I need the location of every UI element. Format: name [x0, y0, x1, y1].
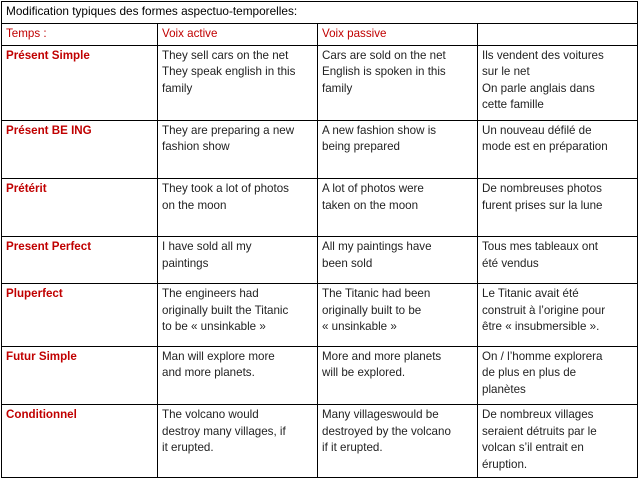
cell-line: fashion show [162, 140, 230, 154]
cell-line: A lot of photos were [322, 182, 424, 196]
tense-cell: Prétérit [2, 179, 158, 237]
active-voice-cell [158, 45, 318, 120]
cell-line: The Titanic had been [322, 287, 431, 301]
cell-line: Un nouveau défilé de [482, 123, 592, 137]
cell-line: The volcano would [162, 408, 259, 422]
cell-line: seraient détruits par le [482, 424, 597, 438]
cell-line: if it erupted. [322, 441, 383, 455]
tense-cell: Present Perfect [2, 237, 158, 284]
cell-line: destroyed by the volcano [322, 424, 451, 438]
active-voice-cell [158, 237, 318, 284]
table-row [2, 405, 638, 478]
cell-line: Cars are sold on the net [322, 48, 446, 62]
cell-line: to be « unsinkable » [162, 320, 266, 334]
french-cell [478, 237, 638, 284]
header-passive-voice: Voix passive [318, 23, 478, 45]
passive-voice-cell [318, 120, 478, 178]
french-cell [478, 284, 638, 346]
cell-line: De nombreux villages [482, 408, 594, 422]
french-cell [478, 45, 638, 120]
passive-voice-cell [318, 405, 478, 478]
cell-line: être « insubmersible ». [482, 320, 600, 334]
cell-line: originally built the Titanic [162, 303, 289, 317]
cell-line: On parle anglais dans [482, 81, 595, 95]
cell-line: it erupted. [162, 441, 214, 455]
cell-line: Man will explore more [162, 349, 275, 363]
cell-line: and more planets. [162, 366, 255, 380]
cell-line: originally built to be [322, 303, 422, 317]
cell-line: The engineers had [162, 287, 259, 301]
cell-line: éruption. [482, 457, 528, 471]
cell-line: Many villageswould be [322, 408, 439, 422]
cell-line: on the moon [162, 198, 227, 212]
cell-line: cette famille [482, 98, 544, 112]
cell-line: English is spoken in this [322, 65, 446, 79]
cell-line: de plus en plus de [482, 366, 577, 380]
active-voice-cell [158, 179, 318, 237]
header-french [478, 23, 638, 45]
cell-line: destroy many villages, if [162, 424, 286, 438]
table-row [2, 346, 638, 404]
cell-line: taken on the moon [322, 198, 419, 212]
cell-line: family [322, 81, 353, 95]
passive-voice-cell [318, 179, 478, 237]
active-voice-cell [158, 284, 318, 346]
cell-line: De nombreuses photos [482, 182, 602, 196]
active-voice-cell [158, 405, 318, 478]
table-row [2, 120, 638, 178]
passive-voice-cell [318, 237, 478, 284]
cell-line: Le Titanic avait été [482, 287, 579, 301]
passive-voice-cell [318, 45, 478, 120]
cell-line: planètes [482, 382, 526, 396]
cell-line: été vendus [482, 256, 539, 270]
table-row [2, 284, 638, 346]
cell-line: More and more planets [322, 349, 442, 363]
table-row [2, 179, 638, 237]
french-cell [478, 120, 638, 178]
cell-line: They took a lot of photos [162, 182, 289, 196]
cell-line: volcan s’il entrait en [482, 441, 584, 455]
french-cell [478, 346, 638, 404]
cell-line: Ils vendent des voitures [482, 48, 604, 62]
cell-line: construit à l’origine pour [482, 303, 606, 317]
cell-line: being prepared [322, 140, 400, 154]
tense-cell: Futur Simple [2, 346, 158, 404]
header-tense: Temps : [2, 23, 158, 45]
table-row [2, 237, 638, 284]
header-active-voice: Voix active [158, 23, 318, 45]
tense-table [1, 1, 638, 478]
cell-line: All my paintings have [322, 240, 432, 254]
cell-line: family [162, 81, 193, 95]
tense-cell: Présent Simple [2, 45, 158, 120]
cell-line: They sell cars on the net [162, 48, 289, 62]
tense-cell: Conditionnel [2, 405, 158, 478]
cell-line: They are preparing a new [162, 123, 295, 137]
cell-line: A new fashion show is [322, 123, 437, 137]
french-cell [478, 405, 638, 478]
cell-line: been sold [322, 256, 373, 270]
french-cell [478, 179, 638, 237]
cell-line: Tous mes tableaux ont [482, 240, 599, 254]
passive-voice-cell [318, 346, 478, 404]
tense-cell: Pluperfect [2, 284, 158, 346]
cell-line: will be explored. [322, 366, 406, 380]
tense-cell: Présent BE ING [2, 120, 158, 178]
cell-line: sur le net [482, 65, 530, 79]
cell-line: furent prises sur la lune [482, 198, 603, 212]
active-voice-cell [158, 120, 318, 178]
passive-voice-cell [318, 284, 478, 346]
cell-line: They speak english in this [162, 65, 296, 79]
cell-line: mode est en préparation [482, 140, 608, 154]
cell-line: On / l’homme explorera [482, 349, 603, 363]
table-title: Modification typiques des formes aspectuo-temporelles: [2, 2, 638, 24]
cell-line: « unsinkable » [322, 320, 397, 334]
cell-line: I have sold all my [162, 240, 252, 254]
cell-line: paintings [162, 256, 209, 270]
active-voice-cell [158, 346, 318, 404]
table-row [2, 45, 638, 120]
